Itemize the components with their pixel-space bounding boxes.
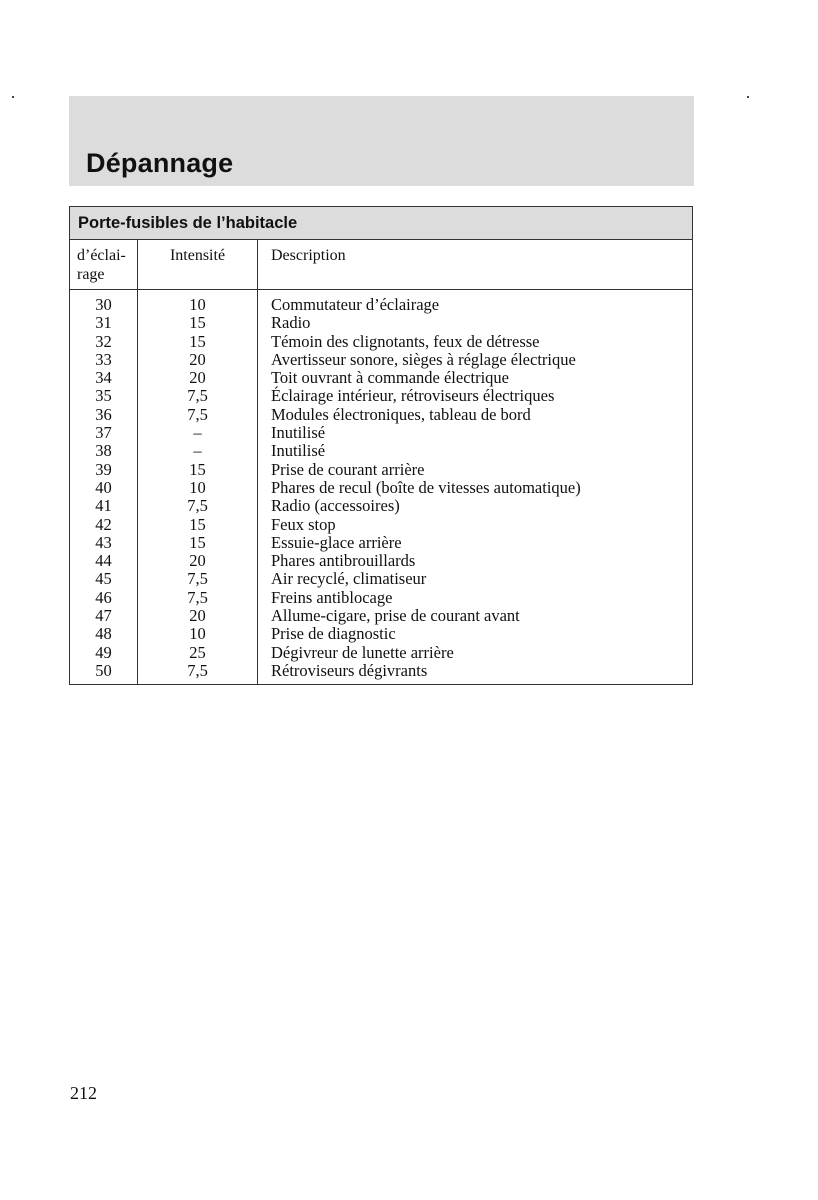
description-cell: Modules électroniques, tableau de bord — [271, 404, 531, 424]
description-cell: Inutilisé — [271, 441, 326, 461]
amperage-cell: 7,5 — [187, 496, 208, 516]
fuse-number-cell: 48 — [95, 624, 112, 644]
fuse-number-cell: 33 — [95, 349, 112, 369]
description-cell: Rétroviseurs dégivrants — [271, 660, 428, 680]
description-cell: Phares antibrouillards — [271, 551, 416, 571]
fuse-number-cell: 36 — [95, 404, 112, 424]
section-header — [69, 96, 694, 186]
description-cell: Radio (accessoires) — [271, 496, 400, 516]
amperage-cell: 7,5 — [187, 386, 208, 406]
page-number: 212 — [70, 1083, 97, 1103]
amperage-cell: 20 — [189, 368, 206, 388]
description-cell: Phares de recul (boîte de vitesses automatique) — [271, 477, 581, 497]
fuse-number-cell: 34 — [95, 368, 112, 388]
amperage-cell: 7,5 — [187, 587, 208, 607]
amperage-cell: 7,5 — [187, 569, 208, 589]
column-header-amps-label: Intensité — [169, 247, 226, 264]
fuse-number-cell: 40 — [95, 477, 112, 497]
amperage-cell: 10 — [189, 477, 206, 497]
description-cell: Éclairage intérieur, rétroviseurs électriques — [271, 386, 555, 406]
fuse-number-cell: 42 — [95, 514, 112, 534]
amperage-cell: 20 — [189, 551, 206, 571]
amperage-cell: 10 — [189, 295, 206, 314]
description-column — [258, 290, 692, 684]
fuse-number-cell: 37 — [95, 423, 112, 443]
description-cell: Allume-cigare, prise de courant avant — [271, 606, 520, 626]
description-cell: Commutateur d’éclairage — [271, 295, 440, 314]
description-cell: Témoin des clignotants, feux de détresse — [271, 331, 540, 351]
table-title: Porte-fusibles de l’habitacle — [70, 207, 692, 240]
fuse-number-cell: 44 — [95, 551, 112, 571]
fuse-number-cell: 32 — [95, 331, 112, 351]
amperage-cell: 7,5 — [187, 660, 208, 680]
amperage-cell: 15 — [189, 331, 206, 351]
table-header-row — [70, 240, 692, 290]
fuse-number-cell: 43 — [95, 532, 112, 552]
fuse-number-cell: 35 — [95, 386, 112, 406]
crop-mark-right — [747, 96, 749, 98]
description-cell: Avertisseur sonore, sièges à réglage électrique — [271, 349, 576, 369]
table-body — [70, 290, 692, 684]
fuse-number-column — [70, 290, 138, 684]
column-header-amps — [138, 240, 258, 289]
fuse-number-cell: 49 — [95, 642, 112, 662]
fuse-number-cell: 46 — [95, 587, 112, 607]
amperage-cell: 15 — [189, 313, 206, 333]
section-title: Dépannage — [86, 148, 234, 178]
fuse-number-cell: 45 — [95, 569, 112, 589]
description-cell: Air recyclé, climatiseur — [271, 569, 427, 589]
description-cell: Inutilisé — [271, 423, 326, 443]
amperage-cell: – — [193, 423, 202, 443]
amperage-cell: – — [193, 441, 202, 461]
amperage-column — [138, 290, 258, 684]
crop-mark-left — [12, 96, 14, 98]
fuse-number-cell: 38 — [95, 441, 112, 461]
description-cell: Dégivreur de lunette arrière — [271, 642, 454, 662]
amperage-cell: 10 — [189, 624, 206, 644]
description-cell: Feux stop — [271, 514, 336, 534]
description-cell: Toit ouvrant à commande électrique — [271, 368, 510, 388]
amperage-cell: 15 — [189, 514, 206, 534]
amperage-cell: 7,5 — [187, 404, 208, 424]
fuse-number-cell: 31 — [95, 313, 112, 333]
fuse-table — [69, 206, 693, 685]
amperage-cell: 20 — [189, 349, 206, 369]
column-header-description — [258, 240, 692, 289]
description-cell: Radio — [271, 313, 311, 333]
fuse-number-cell: 41 — [95, 496, 112, 516]
fuse-number-cell: 47 — [95, 606, 112, 626]
description-cell: Freins antiblocage — [271, 587, 393, 607]
column-header-fuse-label: d’éclai- rage — [77, 247, 126, 283]
amperage-cell: 20 — [189, 606, 206, 626]
description-cell: Prise de diagnostic — [271, 624, 396, 644]
fuse-number-cell: 39 — [95, 459, 112, 479]
description-cell: Essuie-glace arrière — [271, 532, 402, 552]
amperage-cell: 15 — [189, 532, 206, 552]
fuse-number-cell: 50 — [95, 660, 112, 680]
amperage-cell: 25 — [189, 642, 206, 662]
description-cell: Prise de courant arrière — [271, 459, 425, 479]
amperage-cell: 15 — [189, 459, 206, 479]
fuse-number-cell: 30 — [95, 295, 112, 314]
column-header-description-label: Description — [271, 247, 346, 264]
column-header-fuse — [70, 240, 138, 289]
